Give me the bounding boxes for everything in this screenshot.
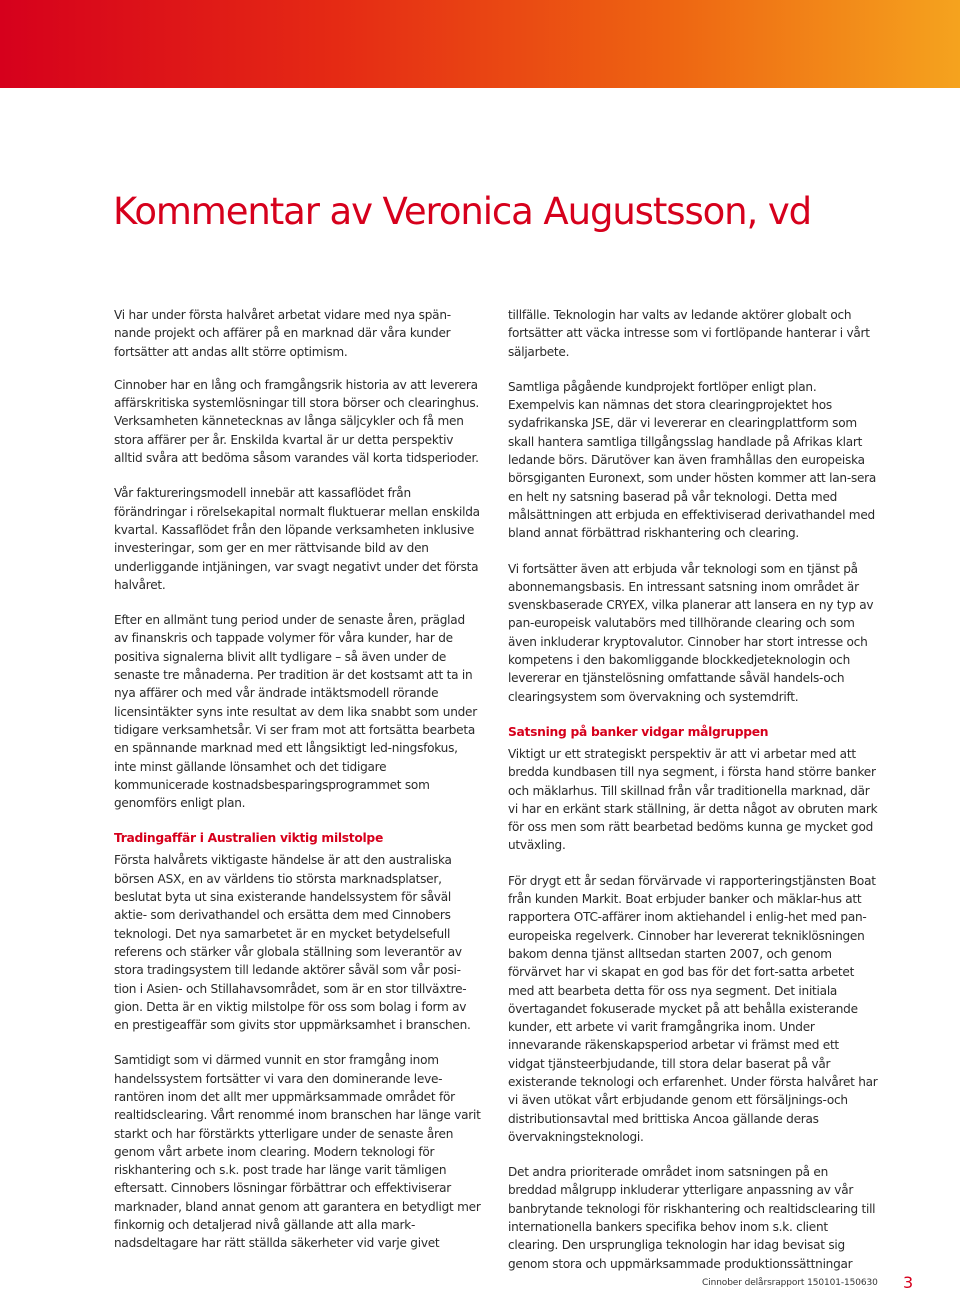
right-paragraph-5: För drygt ett år sedan förvärvade vi rapporteringstjänsten Boat från kunden Markit. Boat erbjuder banker och mäklar-hus att rapportera OTC-affärer inom aktiehandel i enlig-het med pan-europeiska regelverk. Cinnober har levererat tekniklösningen bakom denna tjänst alltsedan starten 2007, och genom förvärvet har vi skapat en god bas för det fort-satta arbetet med att bearbeta detta för oss nya segment. Det initiala övertagandet fokuserade mycket på att behålla existerande kunder, ett arbete vi varit framgångrika inom. Under innevarande räkenskapsperiod arbetar vi främst med ett vidgat tjänsteerbjudande, till stora delar baserat på vår existerande teknologi och erfarenhet. Under första halvåret har vi även utökat vårt erbjudande genom ett försäljnings-och distributionsavtal med brittiska Ancoa gällande deras övervakningsteknologi. xyxy=(508,873,878,1144)
page-number: 3 xyxy=(903,1273,914,1292)
right-paragraph-3: Vi fortsätter även att erbjuda vår teknologi som en tjänst på abonnemangsbasis. En intressant satsning inom området är svenskbaserade CRYEX, vilka planerar att lansera en ny typ av pan-europeisk valutabörs med tillhörande clearing och som även inkluderar kryptovalutor. Cinnober har stort intresse och kompetens i den bakomliggande blockkedjeteknologin och levererar en tjänstelösning omfattande såväl handels-och clearingsystem som övervakning och systemdrift. xyxy=(508,561,874,704)
left-column xyxy=(114,306,482,1270)
right-paragraph-6: Det andra prioriterade området inom satsningen på en breddad målgrupp inkluderar ytterligare anpassning av vår banbrytande teknologi för riskhantering och realtidsclearing till internationella bankers specifika behov inom s.k. client clearing. Den ursprungliga teknologin har idag bevisat sig genom stora och uppmärksammade produktionssättningar xyxy=(508,1165,876,1271)
left-paragraph-2: Cinnober har en lång och framgångsrik historia av att leverera affärskritiska systemlösningar till stora börser och clearinghus. Verksamheten kännetecknas av långa säljcykler och få men stora affärer per år. Enskilda kvartal är ur detta perspektiv alltid svåra att bedöma såsom varandes väl korta tidsperioder. xyxy=(114,377,480,466)
right-paragraph-4: Viktigt ur ett strategiskt perspektiv är att vi arbetar med att bredda kundbasen till nya segment, i första hand större banker och mäklarhus. Till skillnad från vår traditionella marknad, där vi har en erkänt stark ställning, är detta något av obruten mark för oss men som rätt bearbetad bedöms kunna ge mycket god utväxling. xyxy=(508,746,878,853)
header-gradient-bar xyxy=(0,0,960,88)
left-paragraph-3: Vår faktureringsmodell innebär att kassaflödet från förändringar i rörelsekapital normalt fluktuerar mellan enskilda kvartal. Kassaflödet från den löpande verksamheten inklusive investeringar, som ger en mer rättvisande bild av den underliggande intjäningen, var svagt negativt under det första halvåret. xyxy=(114,486,480,592)
left-paragraph-6: Samtidigt som vi därmed vunnit en stor framgång inom handelssystem fortsätter vi vara den dominerande leve-rantören inom det allt mer uppmärksammade området för realtidsclearing. Vårt renommé inom branschen har länge varit starkt och har förstärkts ytterligare under de senaste åren genom vårt arbete inom clearing. Modern teknologi för riskhantering och s.k. post trade har länge varit tämligen eftersatt. Cinnobers lösningar förbättrar och effektiviserar marknader, bland annat genom att garantera en betydligt mer finkornig och detaljerad nivå gällande att alla mark-nadsdeltagare har rätt ställda säkerheter vid varje givet xyxy=(114,1053,481,1251)
page-title: Kommentar av Veronica Augustsson, vd xyxy=(113,190,812,233)
right-paragraph-2: Samtliga pågående kundprojekt fortlöper enligt plan. Exempelvis kan nämnas det stora clearingprojektet hos sydafrikanska JSE, där vi levererar en clearingplattform som skall hantera samtliga tillgångsslag handlade på Afrikas klart ledande börs. Därutöver kan även framhållas den europeiska börsgiganten Euronext, som under hösten kommer att lan-sera en helt ny satsning baserad på vår teknologi. Detta med målsättningen att erbjuda en effektiviserad derivathandel med bland annat förbättrad riskhantering och clearing. xyxy=(508,379,877,541)
left-paragraph-5: Första halvårets viktigaste händelse är att den australiska börsen ASX, en av världens tio största marknadsplatser, beslutat byta ut sina existerande handelssystem för såväl aktie- som derivathandel och ersätta dem med Cinnobers teknologi. Det nya samarbetet är en mycket betydelsefull referens och stärker vår globala ställning som leverantör av stora tradingsystem till ledande aktörer såväl som vår posi-tion i Asien- och Stillahavsområdet, som är en stor tillväxtre-gion. Detta är en viktig milstolpe för oss som bolag i form av en prestigeaffär som givits stor uppmärksamhet i branschen. xyxy=(114,853,471,1033)
left-paragraph-1: Vi har under första halvåret arbetat vidare med nya spän-nande projekt och affärer på en marknad där våra kunder fortsätter att andas allt större optimism. xyxy=(114,308,451,359)
right-column xyxy=(508,306,878,1290)
footer-report-label: Cinnober delårsrapport 150101-150630 xyxy=(702,1278,878,1288)
right-paragraph-1: tillfälle. Teknologin har valts av ledande aktörer globalt och fortsätter att väcka intresse som vi fortlöpande hanterar i vårt säljarbete. xyxy=(508,308,870,359)
section-heading-banks: Satsning på banker vidgar målgruppen xyxy=(508,724,769,739)
left-paragraph-4: Efter en allmänt tung period under de senaste åren, präglad av finanskris och tappade volymer för våra kunder, har de positiva signalerna blivit allt tydligare – så även under de senaste tre månaderna. Per tradition är det kostsamt att ta in nya affärer och med vår ändrade intäktsmodell rörande licensintäkter syns inte resultat av dem lika snabbt som under tidigare verksamhetsår. Vi ser fram mot att fortsätta bearbeta en spännande marknad med ett långsiktigt led-ningsfokus, inte minst gällande lönsamhet och det tidigare kommunicerade kostnadsbesparingsprogrammet som genomförs enligt plan. xyxy=(114,613,477,811)
section-heading-australia: Tradingaffär i Australien viktig milstolpe xyxy=(114,831,383,846)
